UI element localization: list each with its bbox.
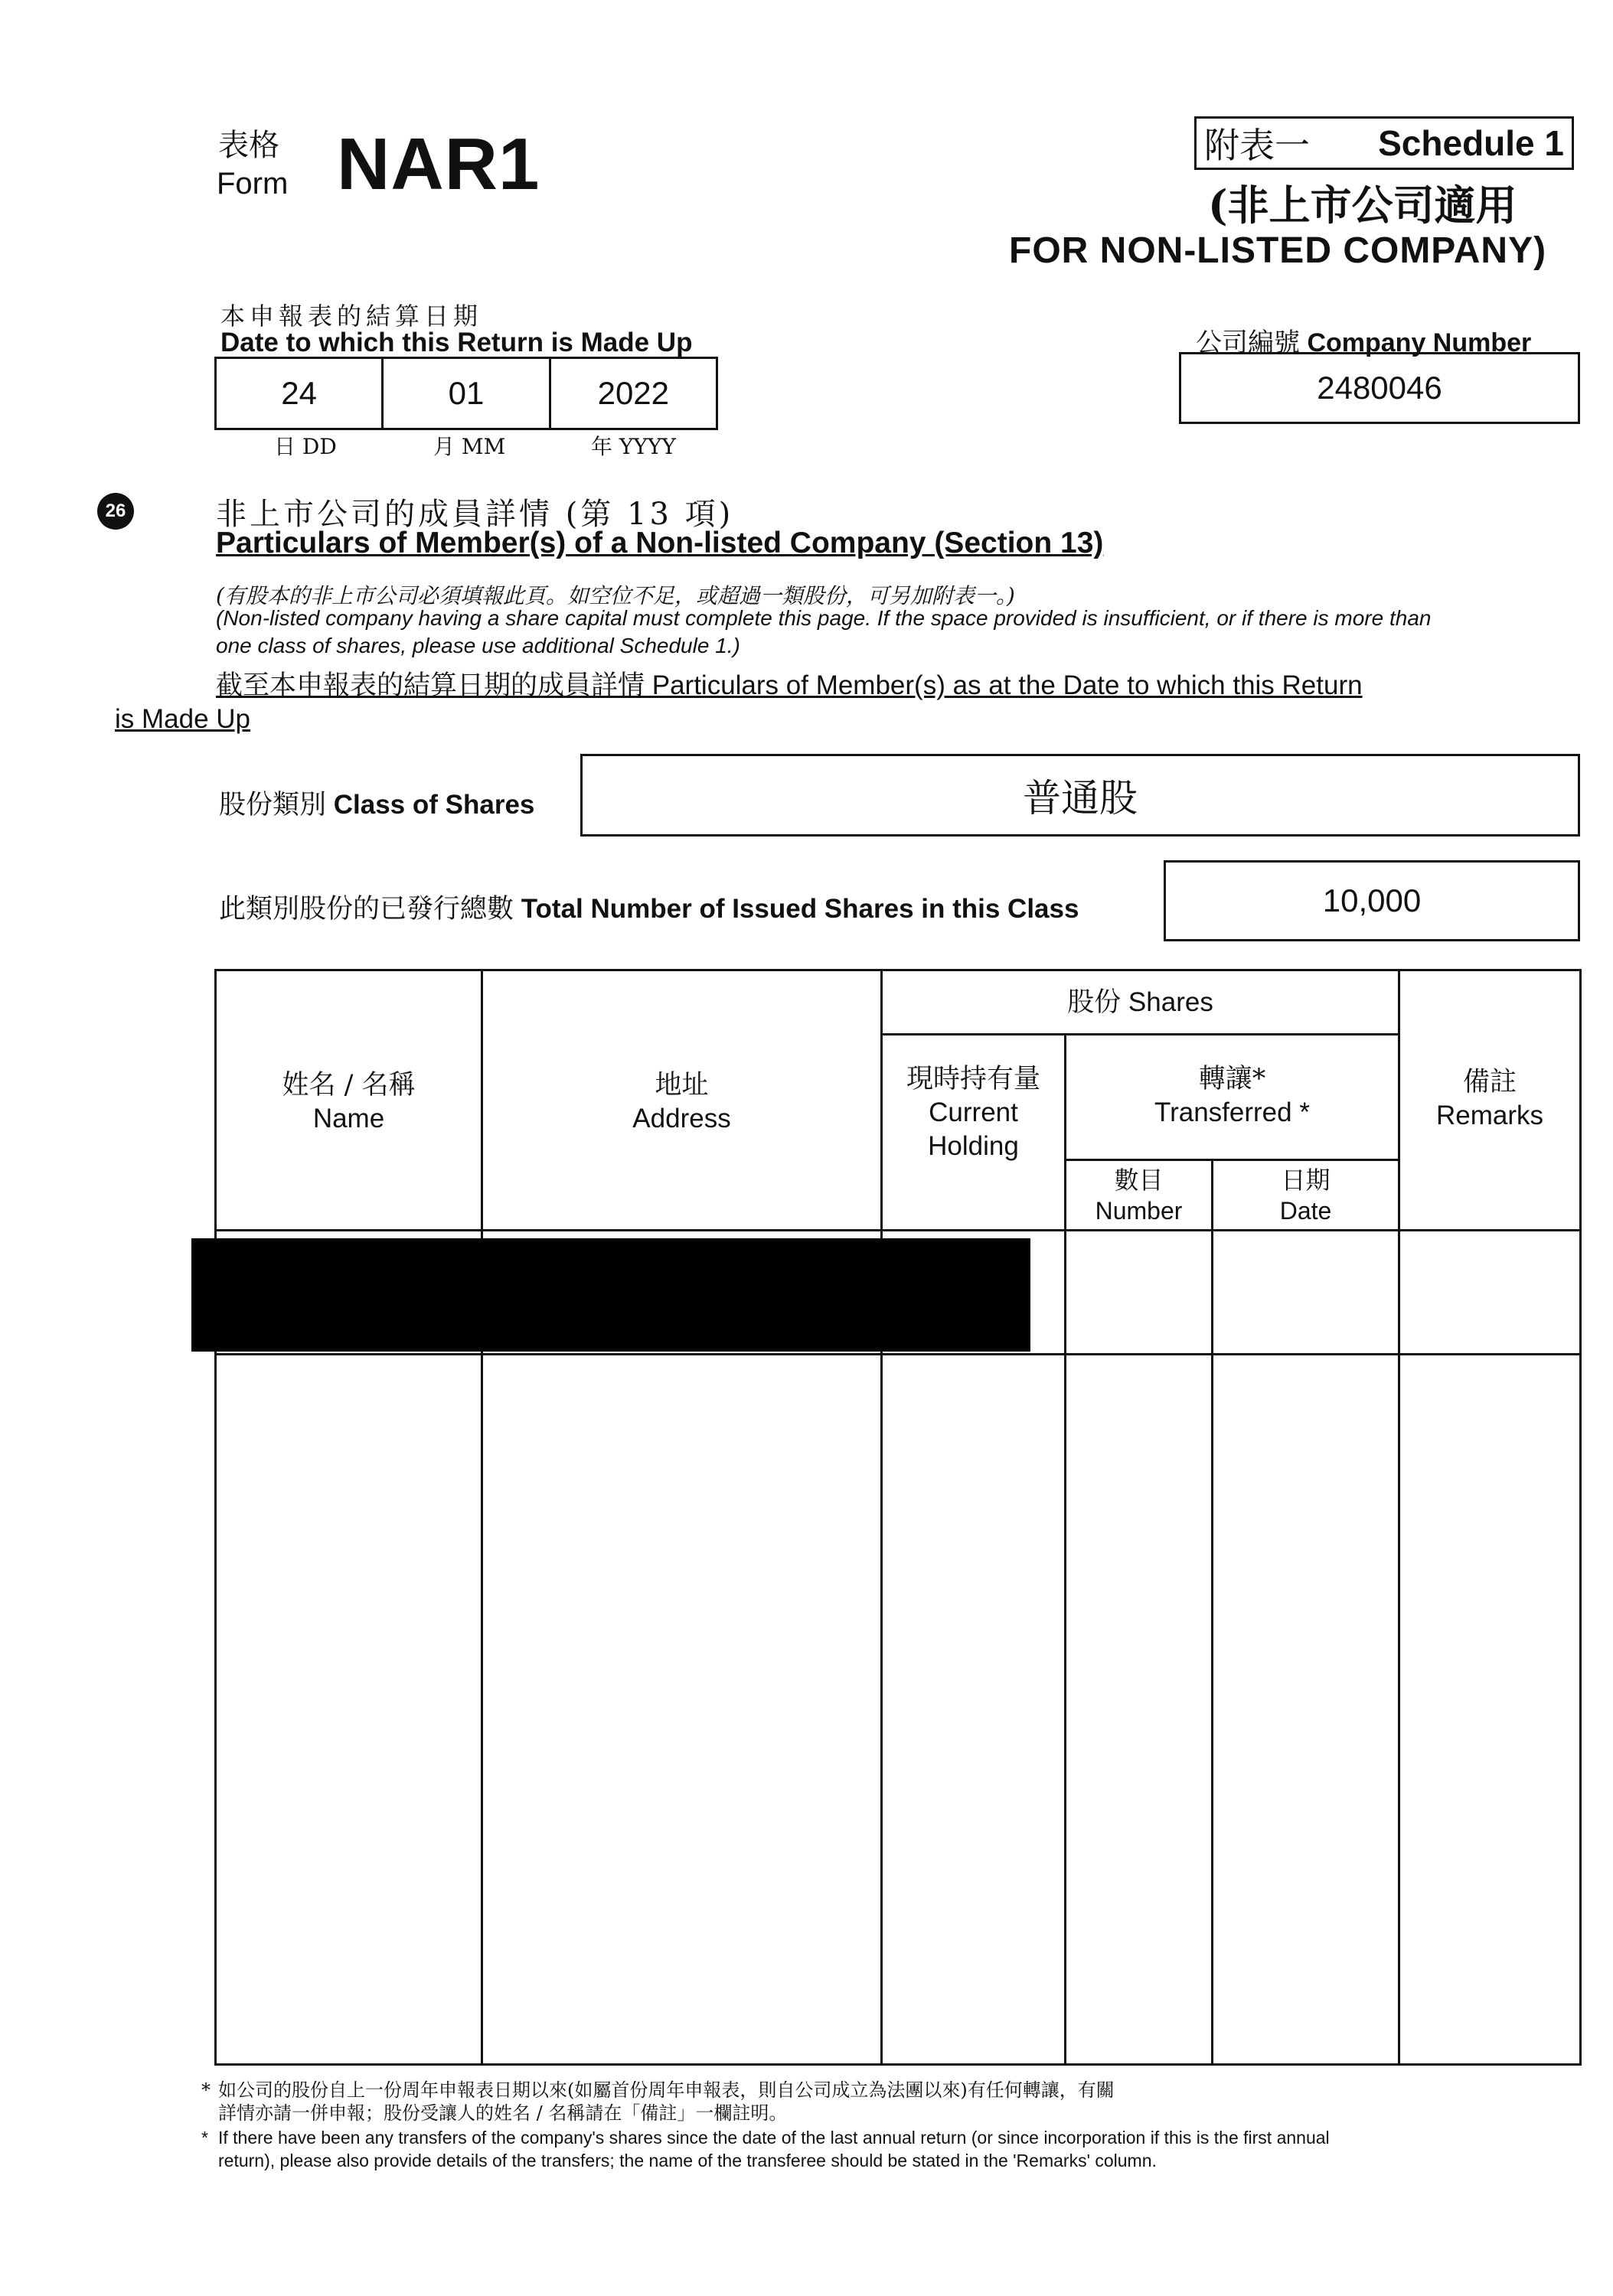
return-date-label-en: Date to which this Return is Made Up [220,328,693,357]
form-label-en: Form [217,167,289,201]
class-of-shares-label-en: Class of Shares [333,790,535,820]
footnote-zh-line1: 如公司的股份自上一份周年申報表日期以來(如屬首份周年申報表，則自公司成立為法團以來)有任何轉讓，有關 [218,2079,1115,2101]
day-caption: 日 DD [274,434,337,459]
col-number-header [1066,1165,1211,1226]
for-non-listed-zh: (非上市公司適用 [1208,181,1517,230]
col-current-holding-header [883,1062,1064,1163]
col-shares-header [883,986,1398,1019]
col-address-en: Address [632,1104,731,1133]
col-remarks-zh: 備註 [1462,1067,1517,1097]
col-shares-zh: 股份 [1067,987,1122,1018]
class-of-shares-label-zh: 股份類別 [219,790,327,820]
section-note-en: (Non-listed company having a share capital must complete this page. If the space provided is insufficient, or if there is more than one class of shares, please use additional Schedule 1.) [216,606,1432,657]
footnote-en-line2: return), please also provide details of the transfers; the name of the transferee should be stated in the 'Remarks' column. [218,2151,1157,2170]
month-caption: 月 MM [433,434,506,459]
col-remarks-header [1400,1065,1579,1133]
section-title-zh: 非上市公司的成員詳情 (第 13 項) [216,497,734,532]
footnote-zh: * 如公司的股份自上一份周年申報表日期以來(如屬首份周年申報表，則自公司成立為法團以來)有任何轉讓，有關 詳情亦請一併申報；股份受讓人的姓名 / 名稱請在「備註」一欄註明。 [218,2079,1596,2125]
form-number: NAR1 [337,123,540,205]
col-number-en: Number [1095,1197,1183,1225]
col-name-zh: 姓名 / 名稱 [282,1070,416,1101]
company-number-label-en: Company Number [1307,328,1532,357]
col-name-en: Name [312,1104,385,1133]
class-of-shares-label [219,784,534,822]
schedule-label-zh: 附表一 [1204,125,1310,166]
col-name-header [217,1068,481,1136]
return-date-day[interactable]: 24 [281,375,318,411]
footnote-zh-line2: 詳情亦請一併申報；股份受讓人的姓名 / 名稱請在「備註」一欄註明。 [218,2102,788,2124]
col-number-zh: 數目 [1114,1166,1164,1195]
schedule-label-en: Schedule 1 [1378,123,1564,163]
col-current-en1: Current [929,1097,1018,1127]
col-address-zh: 地址 [655,1070,709,1101]
as-at-heading-cont: is Made Up [115,704,251,734]
as-at-heading: 截至本申報表的結算日期的成員詳情 Particulars of Member(s) as at the Date to which this Return [216,670,1363,700]
company-number-field[interactable]: 2480046 [1179,352,1580,424]
col-address-header [483,1068,880,1136]
total-issued-label-zh: 此類別股份的已發行總數 [219,894,514,925]
col-transferred-en: Transferred * [1154,1097,1310,1127]
col-transferred-zh: 轉讓* [1198,1064,1266,1094]
total-issued-field[interactable]: 10,000 [1164,860,1580,941]
col-current-zh: 現時持有量 [906,1064,1040,1094]
return-date-fields [214,357,718,430]
schedule-box [1194,116,1574,170]
class-of-shares-field[interactable]: 普通股 [580,754,1580,837]
section-number-badge: 26 [97,493,134,530]
total-issued-label [219,888,1079,926]
col-date-zh: 日期 [1281,1166,1331,1195]
return-date-month[interactable]: 01 [381,359,548,428]
year-caption: 年 YYYY [591,434,676,459]
section-title-en: Particulars of Member(s) of a Non-listed Company (Section 13) [216,527,1104,559]
col-date-en: Date [1279,1197,1332,1225]
form-label-zh: 表格 [218,128,279,163]
col-date-header [1213,1165,1398,1226]
col-current-en2: Holding [928,1131,1019,1161]
total-issued-label-en: Total Number of Issued Shares in this Class [521,894,1079,924]
for-non-listed-en: FOR NON-LISTED COMPANY) [1009,230,1547,271]
col-transferred-header [1066,1062,1398,1130]
col-shares-en: Shares [1128,987,1213,1017]
col-remarks-en: Remarks [1435,1101,1544,1130]
company-number-label-zh: 公司編號 [1196,328,1300,358]
section-note-zh: (有股本的非上市公司必須填報此頁。如空位不足，或超過一類股份，可另加附表一。) [216,583,1015,608]
footnote-en: * If there have been any transfers of the company's shares since the date of the last annual return (or since incorporation if this is the first annual return), please also provide details of the transfers; the name of the transferee should be stated in the 'Remarks' column. [218,2126,1443,2172]
footnote-en-line1: If there have been any transfers of the company's shares since the date of the last annual return (or since incorporation if this is the first annual [218,2128,1330,2148]
return-date-label-zh: 本申報表的結算日期 [220,302,483,331]
return-date-year[interactable]: 2022 [549,359,716,428]
redacted-member-row [191,1238,1030,1352]
